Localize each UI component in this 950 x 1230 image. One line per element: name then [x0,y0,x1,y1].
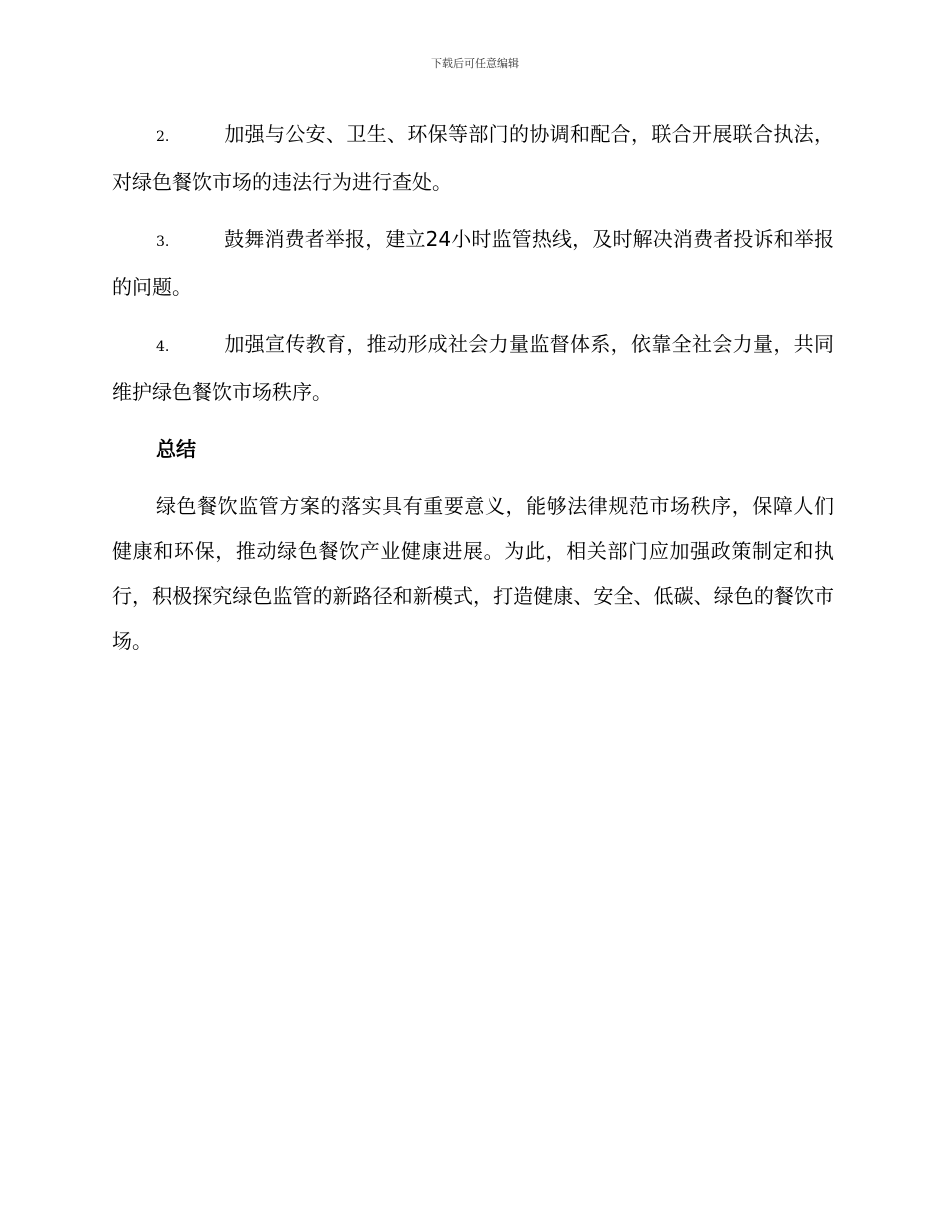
list-item-text: 鼓舞消费者举报，建立24小时监管热线，及时解决消费者投诉和举报的问题。 [112,227,834,299]
summary-paragraph: 绿色餐饮监管方案的落实具有重要意义，能够法律规范市场秩序，保障人们健康和环保，推动绿色餐饮产业健康进展。为此，相关部门应加强政策制定和执行，积极探究绿色监管的新路径和新模式，打造健康、安全、低碳、绿色的餐饮市场。 [112,494,834,653]
list-item-number: 4. [156,339,170,355]
list-item [112,217,834,310]
list-item-number: 3. [156,234,170,250]
list-item [112,322,834,415]
list-item-text: 加强宣传教育，推动形成社会力量监督体系，依靠全社会力量，共同维护绿色餐饮市场秩序。 [112,332,834,404]
list-item [112,112,834,205]
section-heading: 总结 [156,437,196,461]
page-header: 下载后可任意编辑 [431,57,519,70]
list-item-number: 2. [156,129,170,145]
document-body [112,112,834,664]
list-item-text: 加强与公安、卫生、环保等部门的协调和配合，联合开展联合执法，对绿色餐饮市场的违法行为进行查处。 [112,122,834,194]
